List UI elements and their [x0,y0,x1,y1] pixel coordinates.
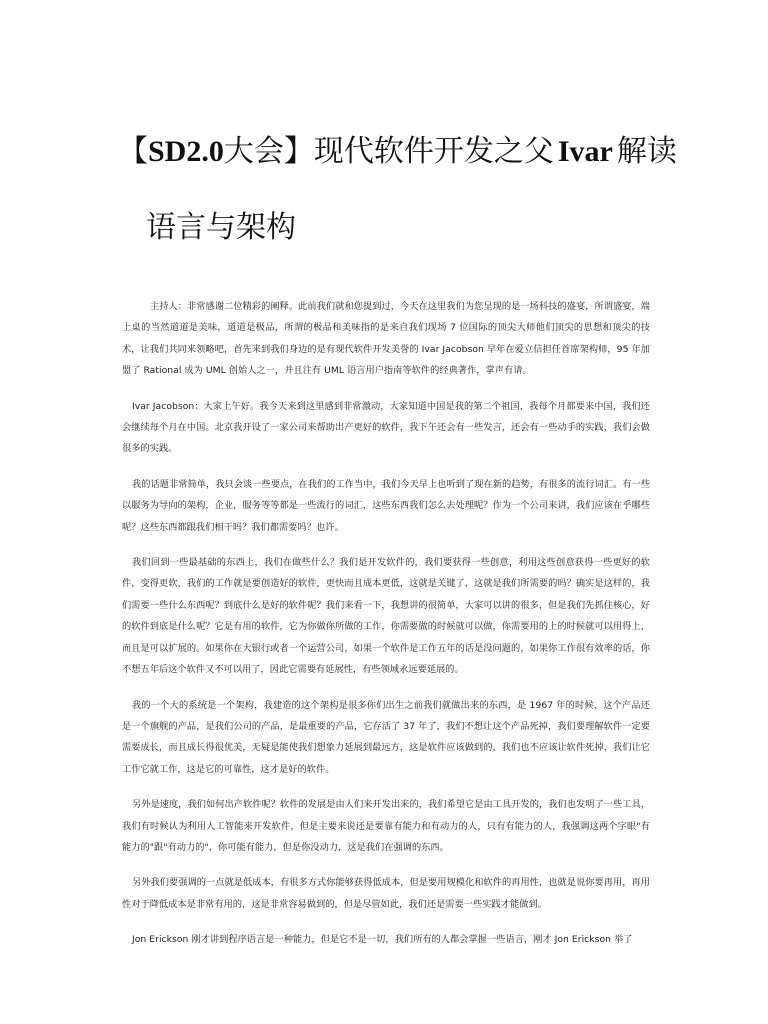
title-middle: 大会】现代软件开发之父 [223,134,554,169]
title-name: Ivar [557,135,613,168]
title-bracket-open: 【 [118,134,148,169]
document-body [122,296,650,965]
title-end: 解读 [616,134,677,169]
paragraph-architecture: 我的一个大的系统是一个架构，我建造的这个架构是很多你们出生之前我们就做出来的东西，是 1967 年的时候，这个产品还是一个旗舰的产品，是我们公司的产品，是最重要的产品，它存活了 37 年了，我们不想让这个产品死掉，我们要理解软件一定要需要成长，而且成长得很优美，无疑是能使我们想象力延展到最远方，这是软件应该做到的，我们也不应该让软件死掉，我们让它工作它就工作，这是它的可靠性，这才是好的软件。 [122,699,650,775]
paragraph-speed: 另外是速度，我们如何出产软件呢？软件的发展是由人们来开发出来的，我们希望它是由工具开发的，我们也发明了一些工具，我们有时候认为利用人工智能来开发软件，但是主要来说还是要靠有能力和有动力的人，只有有能力的人，我强调这两个字眼"有能力的"跟"有动力的"，你可能有能力，但是你没动力，这是我们在强调的东西。 [122,799,650,853]
document-title-line2: 语言与架构 [146,210,296,245]
paragraph-host-intro: 主持人：非常感谢二位精彩的阐释。此前我们就和您提到过，今天在这里我们为您呈现的是一场科技的盛宴，所谓盛宴，端上桌的当然道道是美味，道道是极品，所谓的极品和美味指的是来自我们现场 7 位国际的顶尖大师他们顶尖的思想和顶尖的技术，让我们共同来领略吧，首先来到我们身边的是有现代软件开发美誉的 Ivar Jacobson 早年在爱立信担任首席架构师，95 年加盟了 Rational 成为 UML 创始人之一，并且注有 UML 语言用户指南等软件的经典著作，掌声有请。 [122,301,650,377]
paragraph-ivar-greeting: Ivar Jacobson：大家上午好。我今天来到这里感到非常激动，大家知道中国是我的第二个祖国，我每个月都要来中国，我们还会继续每个月在中国。北京我开设了一家公司来帮助出产更好的软件，我下午还会有一些发言，还会有一些动手的实践，我们会做很多的实践。 [122,400,650,455]
document-title-line1 [118,130,738,174]
paragraph-good-software: 我们回到一些最基础的东西上，我们在做些什么？我们是开发软件的，我们要获得一些创意，利用这些创意获得一些更好的软件，变得更软，我们的工作就是要创造好的软件，更快而且成本更低，这就是关键了，这就是我们所需要的吗？确实是这样的，我们需要一些什么东西呢？到底什么是好的软件呢？我们来看一下，我想讲的很简单，大家可以讲的很多，但是我们先抓住核心，好的软件到底是什么呢？它是有用的软件，它为你做你所做的工作，你需要做的时候就可以做，你需要用的上的时候就可以用得上，而且是可以扩展的。如果你在大银行或者一个运营公司，如果一个软件是工作五年的话是没问题的，如果你工作很有效率的话，你不想五年后这个软件又不可以用了，因此它需要有延展性，有些领域永远要延展的。 [122,557,650,676]
paragraph-jon-erickson: Jon Erickson 刚才讲到程序语言是一种能力，但是它不是一切，我们所有的人都会掌握一些语言，刚才 Jon Erickson 举了 [132,934,633,946]
paragraph-low-cost: 另外我们要强调的一点就是低成本，有很多方式你能够获得低成本，但是要用规模化和软件的再用性，也就是说你要再用，再用性对于降低成本是非常有用的，这是非常容易做到的，但是尽管如此，我们还是需要一些实践才能做到。 [122,877,650,910]
paragraph-topic: 我的话题非常简单，我只会谈一些要点，在我们的工作当中，我们今天早上也听到了现在新的趋势，有很多的流行词汇。有一些以服务为导向的架构，企业，服务等等都是一些流行的词汇，这些东西我们怎么去处理呢？作为一个公司来讲，我们应该在乎哪些呢？这些东西都跟我们相干吗？我们都需要吗？也许。 [122,478,650,533]
title-tag: SD2.0 [148,135,224,168]
